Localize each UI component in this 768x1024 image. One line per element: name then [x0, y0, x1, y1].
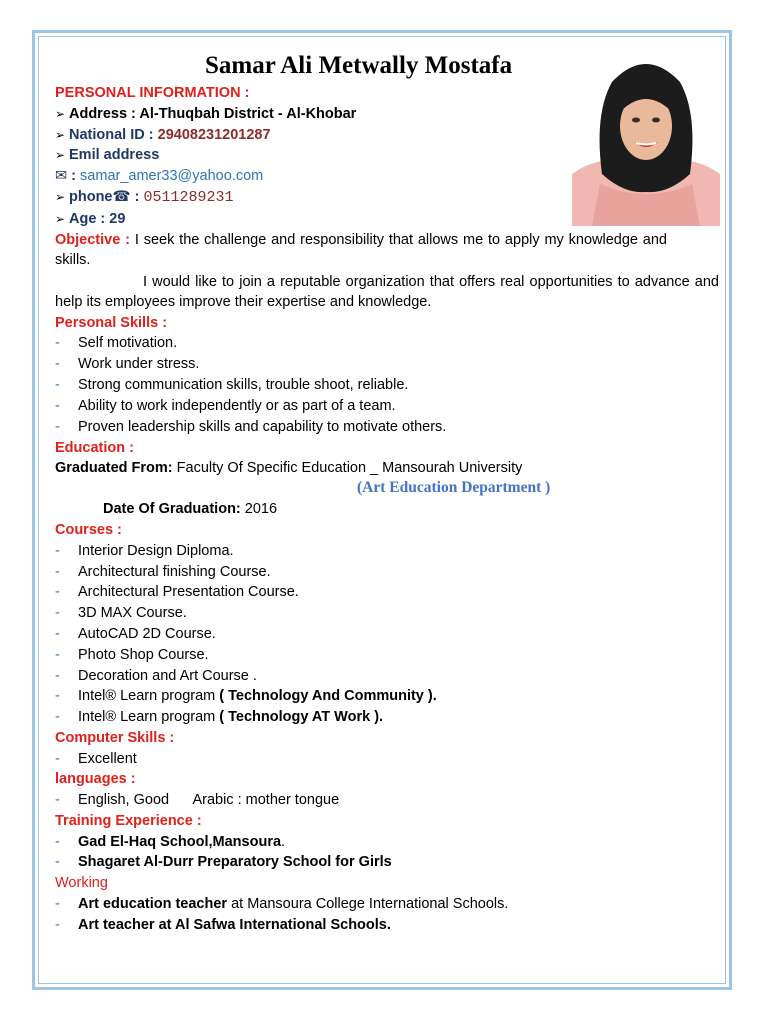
email-value[interactable]: samar_amer33@yahoo.com [80, 168, 264, 184]
age-row: ➢ Age : 29 [55, 211, 126, 227]
list-item: - AutoCAD 2D Course. [55, 626, 216, 642]
list-item: - Shagaret Al-Durr Preparatory School for Girls [55, 854, 392, 870]
objective-paragraph-2: I would like to join a reputable organization that offers real opportunities to advance and help its employees improve their expertise and knowledge. [55, 274, 719, 310]
phone-row: ➢ phone☎ : 0511289231 [55, 189, 234, 206]
email-row: ✉ : samar_amer33@yahoo.com [55, 168, 264, 184]
address-row: ➢ Address : Al-Thuqbah District - Al-Khobar [55, 106, 357, 122]
list-item: - Gad El-Haq School,Mansoura. [55, 834, 286, 850]
arrow-bullet-icon: ➢ [55, 190, 66, 204]
arrow-bullet-icon: ➢ [55, 128, 66, 142]
list-item: - Architectural Presentation Course. [55, 584, 299, 600]
arrow-bullet-icon: ➢ [55, 212, 66, 226]
graduation-date-row: Date Of Graduation: 2016 [103, 501, 278, 517]
list-item: - Art education teacher at Mansoura College International Schools. [55, 896, 509, 912]
education-heading: Education : [55, 440, 134, 456]
list-item: - Art teacher at Al Safwa International Schools. [55, 917, 391, 933]
working-heading: Working [55, 875, 108, 891]
list-item: - English, Good Arabic : mother tongue [55, 792, 340, 808]
profile-photo [572, 54, 720, 226]
list-item: - Proven leadership skills and capability to motivate others. [55, 419, 447, 435]
list-item: - Strong communication skills, trouble shoot, reliable. [55, 377, 409, 393]
list-item: - Interior Design Diploma. [55, 543, 234, 559]
list-item: - Ability to work independently or as part of a team. [55, 398, 396, 414]
department-label: (Art Education Department ) [357, 479, 551, 496]
list-item: - Intel® Learn program ( Technology And Community ). [55, 688, 437, 704]
list-item: - Self motivation. [55, 335, 178, 351]
graduated-row: Graduated From: Faculty Of Specific Education _ Mansourah University [55, 460, 523, 476]
list-item: - Intel® Learn program ( Technology AT Work ). [55, 709, 384, 725]
national-id-row: ➢ National ID : 29408231201287 [55, 127, 271, 143]
list-item: - Architectural finishing Course. [55, 564, 271, 580]
personal-info-heading: PERSONAL INFORMATION : [55, 85, 250, 101]
resume-name: Samar Ali Metwally Mostafa [205, 52, 513, 79]
languages-heading: languages : [55, 771, 136, 787]
list-item: - Decoration and Art Course . [55, 668, 257, 684]
email-label-row: ➢ Emil address [55, 147, 160, 163]
envelope-icon: ✉ [55, 168, 68, 184]
list-item: - Work under stress. [55, 356, 200, 372]
arrow-bullet-icon: ➢ [55, 148, 66, 162]
training-heading: Training Experience : [55, 813, 202, 829]
list-item: - 3D MAX Course. [55, 605, 187, 621]
courses-heading: Courses : [55, 522, 122, 538]
computer-skills-heading: Computer Skills : [55, 730, 175, 746]
list-item: - Excellent [55, 751, 137, 767]
telephone-icon: ☎ [112, 189, 131, 205]
arrow-bullet-icon: ➢ [55, 107, 66, 121]
list-item: - Photo Shop Course. [55, 647, 209, 663]
personal-skills-heading: Personal Skills : [55, 315, 168, 331]
objective-paragraph: Objective : I seek the challenge and responsibility that allows me to apply my knowledge and skills. [55, 232, 668, 268]
